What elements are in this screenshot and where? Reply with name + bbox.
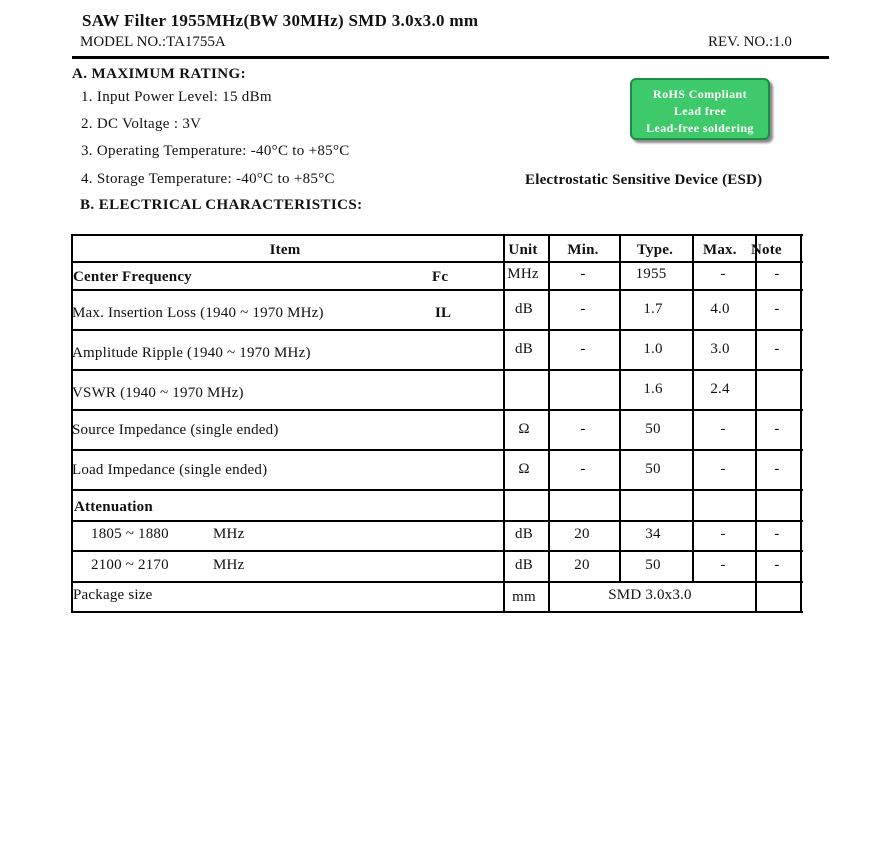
header-max: Max. [703,242,737,258]
model-number: MODEL NO.:TA1755A [80,34,226,50]
table-row-typ: 34 [645,526,661,542]
table-row-unit: dB [515,557,533,573]
table-row-unit: mm [512,589,536,605]
table-rule [503,234,505,613]
rohs-badge [630,78,770,140]
table-row-unit: MHz [507,266,539,282]
table-row-typ: 1955 [635,266,667,282]
attenuation-range-unit: MHz [213,526,245,542]
table-row-min: - [580,461,586,477]
table-row-max: 3.0 [710,341,730,357]
header-note: Note [751,242,782,258]
rating-item: 3. Operating Temperature: -40°C to +85°C [81,143,350,159]
table-row-max: 4.0 [710,301,730,317]
table-row-note: - [774,461,780,477]
table-row-item: Package size [73,587,153,603]
attenuation-range: 2100 ~ 2170 [91,557,169,573]
table-row-symbol: IL [435,305,452,321]
document-title: SAW Filter 1955MHz(BW 30MHz) SMD 3.0x3.0 mm [82,11,479,30]
table-row-min: - [580,421,586,437]
header-unit: Unit [508,242,538,258]
table-row-typ: 50 [645,461,661,477]
header-divider [72,56,829,59]
table-row-note: - [774,341,780,357]
table-row-unit: dB [515,341,533,357]
table-row-unit: Ω [518,421,530,437]
esd-notice: Electrostatic Sensitive Device (ESD) [525,172,763,188]
rohs-badge-line: RoHS Compliant [653,87,747,101]
table-row-item: Amplitude Ripple (1940 ~ 1970 MHz) [72,345,311,361]
table-row-max: - [720,266,726,282]
package-size-value: SMD 3.0x3.0 [608,587,692,603]
rohs-badge-line: Lead free [673,104,727,118]
table-row-min: 20 [574,557,590,573]
table-row-typ: 1.0 [643,341,663,357]
table-row-unit: dB [515,526,533,542]
table-rule [619,234,621,582]
table-row-note: - [774,557,780,573]
table-row-note: - [774,301,780,317]
header-min: Min. [567,242,599,258]
table-rule [692,234,694,582]
attenuation-range-unit: MHz [213,557,245,573]
table-row-unit: Ω [518,461,530,477]
table-row-item: Load Impedance (single ended) [72,462,268,478]
table-border [800,234,802,613]
rating-item: 4. Storage Temperature: -40°C to +85°C [81,171,335,187]
header-item: Item [269,242,301,258]
table-row-min: - [580,266,586,282]
section-a-heading: A. MAXIMUM RATING: [72,66,246,82]
table-row-note: - [774,526,780,542]
table-row-max: - [720,461,726,477]
table-row-min: - [580,301,586,317]
table-row-typ: 1.6 [643,381,663,397]
table-row-max: - [720,557,726,573]
attenuation-range: 1805 ~ 1880 [91,526,169,542]
table-row-max: - [720,526,726,542]
table-row-typ: 50 [645,421,661,437]
table-row-note: - [774,421,780,437]
table-border [71,611,803,613]
revision-number: REV. NO.:1.0 [708,34,792,50]
table-row-typ: 1.7 [643,301,663,317]
rohs-badge-line: Lead-free soldering [646,121,754,135]
table-rule [755,234,757,613]
table-row-item: Max. Insertion Loss (1940 ~ 1970 MHz) [72,305,324,321]
table-row-note: - [774,266,780,282]
table-row-max: - [720,421,726,437]
table-row-max: 2.4 [710,381,730,397]
table-row-typ: 50 [645,557,661,573]
header-typ: Type. [636,242,674,258]
table-row-symbol: Fc [432,269,449,285]
section-b-heading: B. ELECTRICAL CHARACTERISTICS: [80,197,363,213]
table-row-unit: dB [515,301,533,317]
table-row-item: VSWR (1940 ~ 1970 MHz) [72,385,244,401]
table-row-item: Attenuation [74,499,153,515]
rating-item: 1. Input Power Level: 15 dBm [81,89,272,105]
rating-item: 2. DC Voltage : 3V [81,116,202,132]
table-row-item: Source Impedance (single ended) [72,422,279,438]
table-row-min: - [580,341,586,357]
table-row-min: 20 [574,526,590,542]
table-row-item: Center Frequency [73,269,192,285]
table-rule [548,234,550,613]
